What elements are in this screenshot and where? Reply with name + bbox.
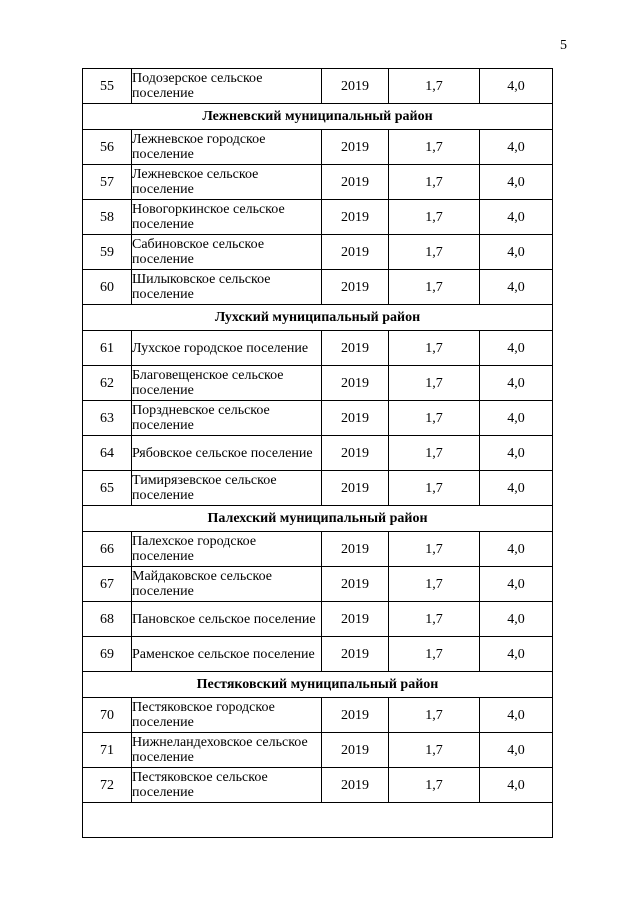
value-1-cell: 1,7 — [389, 768, 480, 803]
settlement-name-cell: Благовещенское сельское поселение — [132, 366, 322, 401]
settlement-name-cell: Палехское городское поселение — [132, 532, 322, 567]
year-cell: 2019 — [322, 235, 389, 270]
value-2-cell: 4,0 — [480, 200, 553, 235]
row-number-cell: 68 — [83, 602, 132, 637]
table-row — [83, 637, 553, 672]
year-cell: 2019 — [322, 270, 389, 305]
year-cell: 2019 — [322, 698, 389, 733]
year-cell: 2019 — [322, 401, 389, 436]
year-cell: 2019 — [322, 532, 389, 567]
year-cell: 2019 — [322, 602, 389, 637]
table-row — [83, 401, 553, 436]
value-2-cell: 4,0 — [480, 69, 553, 104]
settlement-name-cell: Раменское сельское поселение — [132, 637, 322, 672]
year-cell: 2019 — [322, 130, 389, 165]
settlement-name-cell: Лежневское городское поселение — [132, 130, 322, 165]
page-number: 5 — [560, 38, 567, 53]
value-1-cell: 1,7 — [389, 165, 480, 200]
row-number-cell: 62 — [83, 366, 132, 401]
settlement-name-cell: Лухское городское поселение — [132, 331, 322, 366]
value-1-cell: 1,7 — [389, 366, 480, 401]
row-number-cell: 72 — [83, 768, 132, 803]
year-cell: 2019 — [322, 331, 389, 366]
empty-cell — [83, 803, 553, 838]
value-1-cell: 1,7 — [389, 331, 480, 366]
value-2-cell: 4,0 — [480, 235, 553, 270]
table-row — [83, 130, 553, 165]
table-row — [83, 69, 553, 104]
row-number-cell: 63 — [83, 401, 132, 436]
value-2-cell: 4,0 — [480, 768, 553, 803]
settlements-table — [82, 68, 553, 838]
settlement-name-cell: Тимирязевское сельское поселение — [132, 471, 322, 506]
row-number-cell: 58 — [83, 200, 132, 235]
district-title: Палехский муниципальный район — [83, 506, 553, 532]
district-title: Пестяковский муниципальный район — [83, 672, 553, 698]
value-1-cell: 1,7 — [389, 637, 480, 672]
settlement-name-cell: Шилыковское сельское поселение — [132, 270, 322, 305]
row-number-cell: 69 — [83, 637, 132, 672]
table-body — [83, 69, 553, 838]
row-number-cell: 64 — [83, 436, 132, 471]
value-2-cell: 4,0 — [480, 165, 553, 200]
row-number-cell: 59 — [83, 235, 132, 270]
table-row — [83, 235, 553, 270]
table-row — [83, 366, 553, 401]
value-2-cell: 4,0 — [480, 436, 553, 471]
table-row — [83, 165, 553, 200]
table-row — [83, 436, 553, 471]
value-1-cell: 1,7 — [389, 401, 480, 436]
section-header-row — [83, 506, 553, 532]
settlement-name-cell: Новогоркинское сельское поселение — [132, 200, 322, 235]
value-2-cell: 4,0 — [480, 602, 553, 637]
value-2-cell: 4,0 — [480, 567, 553, 602]
row-number-cell: 57 — [83, 165, 132, 200]
row-number-cell: 60 — [83, 270, 132, 305]
settlement-name-cell: Майдаковское сельское поселение — [132, 567, 322, 602]
value-2-cell: 4,0 — [480, 532, 553, 567]
settlement-name-cell: Подозерское сельское поселение — [132, 69, 322, 104]
year-cell: 2019 — [322, 471, 389, 506]
year-cell: 2019 — [322, 567, 389, 602]
year-cell: 2019 — [322, 200, 389, 235]
section-header-row — [83, 672, 553, 698]
value-2-cell: 4,0 — [480, 637, 553, 672]
value-1-cell: 1,7 — [389, 471, 480, 506]
value-1-cell: 1,7 — [389, 270, 480, 305]
value-2-cell: 4,0 — [480, 331, 553, 366]
value-1-cell: 1,7 — [389, 69, 480, 104]
district-title: Лухский муниципальный район — [83, 305, 553, 331]
year-cell: 2019 — [322, 637, 389, 672]
year-cell: 2019 — [322, 733, 389, 768]
row-number-cell: 66 — [83, 532, 132, 567]
table-row — [83, 532, 553, 567]
value-2-cell: 4,0 — [480, 130, 553, 165]
settlement-name-cell: Порздневское сельское поселение — [132, 401, 322, 436]
row-number-cell: 65 — [83, 471, 132, 506]
year-cell: 2019 — [322, 436, 389, 471]
row-number-cell: 55 — [83, 69, 132, 104]
table-row — [83, 733, 553, 768]
table-row — [83, 698, 553, 733]
table-row — [83, 567, 553, 602]
year-cell: 2019 — [322, 69, 389, 104]
section-header-row — [83, 305, 553, 331]
value-2-cell: 4,0 — [480, 270, 553, 305]
value-1-cell: 1,7 — [389, 698, 480, 733]
row-number-cell: 61 — [83, 331, 132, 366]
settlement-name-cell: Пановское сельское поселение — [132, 602, 322, 637]
row-number-cell: 56 — [83, 130, 132, 165]
value-2-cell: 4,0 — [480, 698, 553, 733]
table-row — [83, 768, 553, 803]
settlement-name-cell: Рябовское сельское поселение — [132, 436, 322, 471]
value-2-cell: 4,0 — [480, 366, 553, 401]
value-1-cell: 1,7 — [389, 436, 480, 471]
section-header-row — [83, 104, 553, 130]
row-number-cell: 71 — [83, 733, 132, 768]
value-1-cell: 1,7 — [389, 733, 480, 768]
table-row — [83, 200, 553, 235]
value-1-cell: 1,7 — [389, 235, 480, 270]
value-1-cell: 1,7 — [389, 200, 480, 235]
year-cell: 2019 — [322, 366, 389, 401]
settlement-name-cell: Сабиновское сельское поселение — [132, 235, 322, 270]
settlement-name-cell: Пестяковское сельское поселение — [132, 768, 322, 803]
value-1-cell: 1,7 — [389, 130, 480, 165]
year-cell: 2019 — [322, 165, 389, 200]
row-number-cell: 67 — [83, 567, 132, 602]
settlement-name-cell: Нижнеландеховское сельское поселение — [132, 733, 322, 768]
value-2-cell: 4,0 — [480, 471, 553, 506]
value-2-cell: 4,0 — [480, 733, 553, 768]
value-1-cell: 1,7 — [389, 602, 480, 637]
value-1-cell: 1,7 — [389, 532, 480, 567]
empty-row — [83, 803, 553, 838]
table-row — [83, 471, 553, 506]
value-1-cell: 1,7 — [389, 567, 480, 602]
row-number-cell: 70 — [83, 698, 132, 733]
table-row — [83, 270, 553, 305]
year-cell: 2019 — [322, 768, 389, 803]
settlement-name-cell: Пестяковское городское поселение — [132, 698, 322, 733]
table-row — [83, 331, 553, 366]
settlement-name-cell: Лежневское сельское поселение — [132, 165, 322, 200]
table-row — [83, 602, 553, 637]
value-2-cell: 4,0 — [480, 401, 553, 436]
district-title: Лежневский муниципальный район — [83, 104, 553, 130]
